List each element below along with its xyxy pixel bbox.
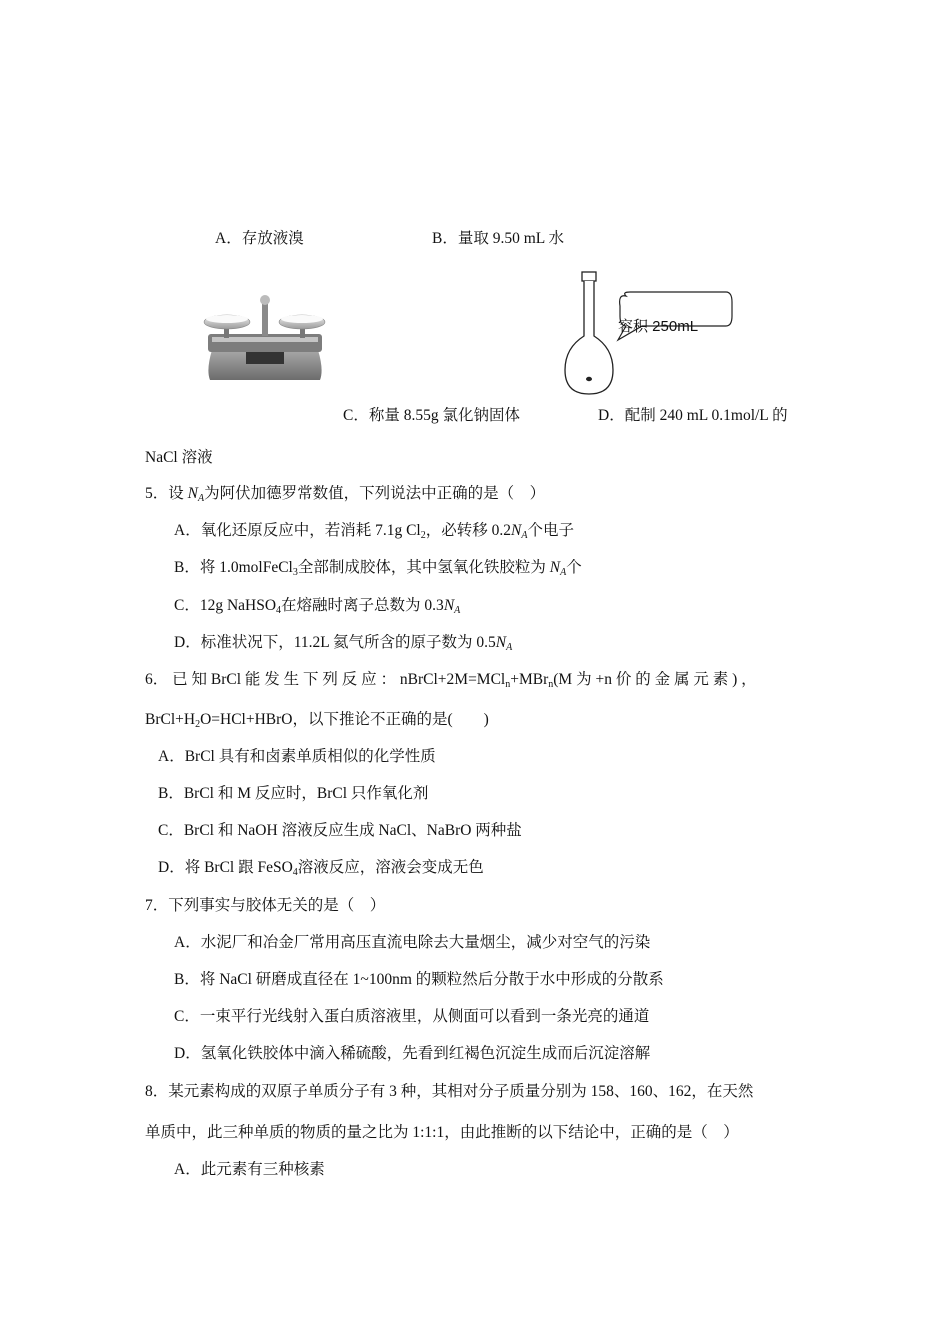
q5-option-a: A．氧化还原反应中，若消耗 7.1g $Cl_2$，必转移 $0.2N_A$个电子 (174, 522, 574, 541)
q5-option-b: B．将 1.0molFeCl$_3$全部制成胶体，其中氢氧化铁胶粒为 $N_A$个 (174, 559, 582, 578)
q6-option-a: A．BrCl 具有和卤素单质相似的化学性质 (158, 748, 436, 765)
q7-stem: 7．下列事实与胶体无关的是（ ） (145, 897, 386, 914)
q7-option-c: C．一束平行光线射入蛋白质溶液里，从侧面可以看到一条光亮的通道 (174, 1008, 650, 1025)
q6-stem-line1: 6． 已 知 BrCl 能 发 生 下 列 反 应 ： nBrCl+2M=MCl$_n$+MBr$_n$(M 为 +n 价 的 金 属 元 素 ) ， (145, 671, 757, 690)
q4-option-a: A．存放液溴 (215, 230, 304, 247)
volumetric-flask-image (560, 268, 740, 400)
balance-scale-image (200, 292, 330, 382)
q5-stem: 5．设 $N_A$为阿伏加德罗常数值，下列说法中正确的是（ ） (145, 485, 546, 504)
q5-option-d: D．标准状况下，11.2L 氦气所含的原子数为 $0.5N_A$ (174, 634, 513, 653)
q6-option-c: C．BrCl 和 NaOH 溶液反应生成 NaCl、NaBrO 两种盐 (158, 822, 522, 839)
q7-option-b: B．将 NaCl 研磨成直径在 1~100nm 的颗粒然后分散于水中形成的分散系 (174, 971, 664, 988)
q4-option-d-line2: NaCl 溶液 (145, 449, 213, 466)
q5-option-c: C．12g NaHSO$_4$在熔融时离子总数为 $0.3N_A$ (174, 597, 461, 616)
q8-option-a: A．此元素有三种核素 (174, 1161, 325, 1178)
q6-option-b: B．BrCl 和 M 反应时，BrCl 只作氧化剂 (158, 785, 429, 802)
q8-stem-line1: 8．某元素构成的双原子单质分子有 3 种，其相对分子质量分别为 158、160、162，在天然 (145, 1083, 754, 1100)
q4-option-b: B．量取 9.50 mL 水 (432, 230, 565, 247)
q7-option-d: D．氢氧化铁胶体中滴入稀硫酸，先看到红褐色沉淀生成而后沉淀溶解 (174, 1045, 651, 1062)
q6-option-d: D．将 BrCl 跟 FeSO$_4$溶液反应，溶液会变成无色 (158, 859, 484, 878)
q4-option-c: C．称量 8.55g 氯化钠固体 (343, 407, 520, 424)
q6-stem-line2: $BrCl+H_2O=HCl+HBrO$，以下推论不正确的是( ) (145, 711, 489, 730)
q8-stem-line2: 单质中，此三种单质的物质的量之比为 1:1:1，由此推断的以下结论中，正确的是（ ） (145, 1124, 739, 1141)
flask-capacity-label: 容积 250mL (618, 318, 699, 335)
q7-option-a: A．水泥厂和冶金厂常用高压直流电除去大量烟尘，减少对空气的污染 (174, 934, 651, 951)
q4-option-d-line1: D．配制 240 mL 0.1mol/L 的 (598, 407, 788, 424)
